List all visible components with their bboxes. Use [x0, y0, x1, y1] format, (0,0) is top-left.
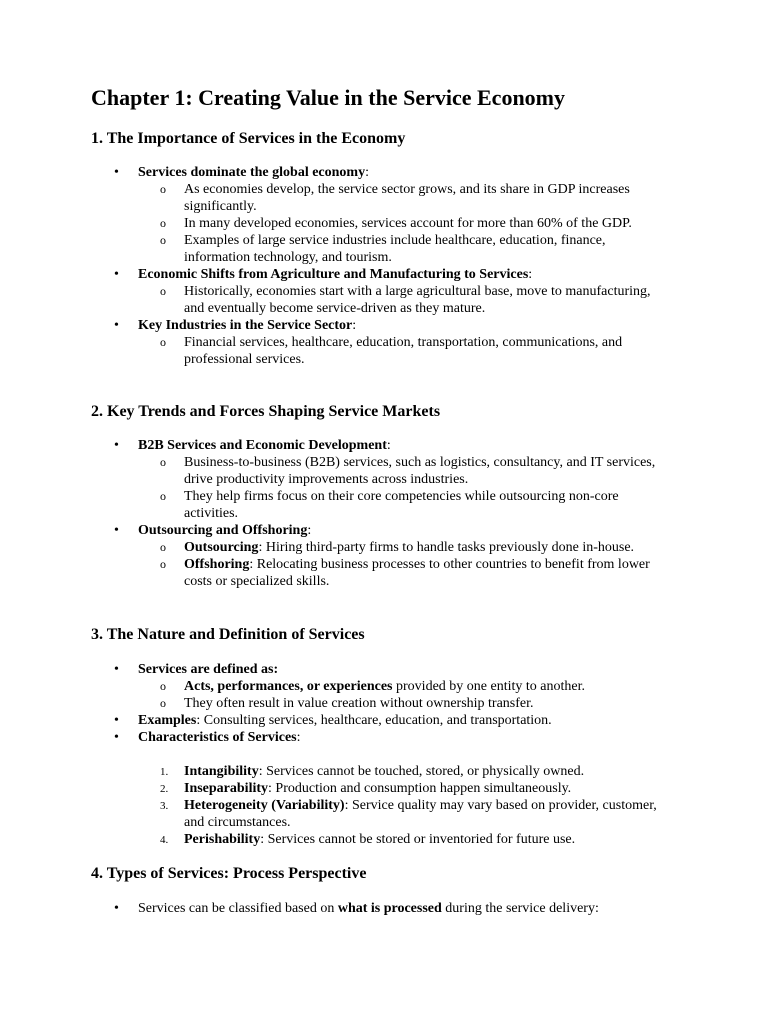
bullet-icon: •: [114, 662, 119, 677]
list-item: [0, 729, 668, 746]
list-item: [0, 661, 668, 678]
sub-bullet-icon: o: [160, 455, 166, 469]
numbered-text: : Service quality may vary based on provider, customer, and circumstances.: [184, 798, 657, 830]
sub-item-text: They often result in value creation without ownership transfer.: [184, 696, 534, 711]
bullet-icon: •: [114, 901, 119, 916]
sub-item-text: They help firms focus on their core competencies while outsourcing non-core activities.: [184, 489, 619, 521]
sub-item-text: : Relocating business processes to other countries to benefit from lower costs or specialized skills.: [184, 557, 650, 589]
sub-item-text: : Hiring third-party firms to handle tasks previously done in-house.: [258, 540, 635, 555]
sub-list-item: [0, 283, 674, 317]
item-label: B2B Services and Economic Development: [138, 438, 387, 453]
section-heading-4: 4. Types of Services: Process Perspective: [91, 865, 367, 882]
sub-list-item: [0, 454, 674, 488]
bullet-icon: •: [114, 713, 119, 728]
item-text: :: [352, 318, 357, 333]
numbered-text: : Services cannot be touched, stored, or physically owned.: [258, 764, 585, 779]
sub-bullet-icon: o: [160, 216, 166, 230]
sub-item-text: Historically, economies start with a large agricultural base, move to manufacturing, and eventually become service-driven as they mature.: [184, 284, 651, 316]
item-label: Key Industries in the Service Sector: [138, 318, 353, 333]
item-number: 2.: [160, 783, 169, 795]
bullet-icon: •: [114, 318, 119, 333]
sub-bullet-icon: o: [160, 233, 166, 247]
sub-bullet-icon: o: [160, 335, 166, 349]
sub-list-item: [0, 232, 674, 266]
sub-bullet-icon: o: [160, 540, 166, 554]
sub-list-item: [0, 556, 674, 590]
bullet-icon: •: [114, 267, 119, 282]
item-text: :: [307, 523, 312, 538]
numbered-item: [0, 831, 664, 848]
numbered-item: [0, 763, 664, 780]
sub-list-item: [0, 334, 674, 368]
numbered-term: Heterogeneity (Variability): [184, 798, 345, 813]
sub-list-item: [0, 695, 674, 712]
item-label: Examples: [138, 713, 197, 728]
item-text: during the service delivery:: [441, 901, 599, 916]
numbered-term: Perishability: [184, 832, 261, 847]
item-text: :: [386, 438, 391, 453]
item-text-pre: Services can be classified based on: [138, 901, 338, 916]
sub-item-term: Acts, performances, or experiences: [184, 679, 393, 694]
sub-list-item: [0, 181, 674, 215]
list-item: [0, 317, 668, 334]
item-text: :: [528, 267, 533, 282]
item-text: :: [365, 165, 369, 180]
section-1-list: [0, 164, 768, 368]
item-label: Outsourcing and Offshoring: [138, 523, 308, 538]
section-heading-1: 1. The Importance of Services in the Economy: [91, 130, 406, 147]
sub-item-text: As economies develop, the service sector grows, and its share in GDP increases significantly.: [184, 182, 630, 214]
item-label: Economic Shifts from Agriculture and Manufacturing to Services: [138, 267, 529, 282]
section-3-list: [0, 661, 768, 848]
item-number: 1.: [160, 766, 169, 778]
sub-list-item: [0, 678, 674, 695]
numbered-term: Intangibility: [184, 764, 259, 779]
sub-bullet-icon: o: [160, 557, 166, 571]
list-item: [0, 900, 668, 917]
spacer: [0, 746, 768, 763]
numbered-term: Inseparability: [184, 781, 269, 796]
bullet-icon: •: [114, 730, 119, 745]
sub-bullet-icon: o: [160, 489, 166, 503]
sub-list-item: [0, 488, 674, 522]
item-label: what is processed: [337, 901, 442, 916]
bullet-icon: •: [114, 438, 119, 453]
sub-item-text: In many developed economies, services account for more than 60% of the GDP.: [184, 216, 632, 231]
bullet-icon: •: [114, 165, 119, 180]
list-item: [0, 712, 668, 729]
sub-list-item: [0, 215, 674, 232]
section-4-list: [0, 900, 768, 917]
list-item: [0, 164, 668, 181]
numbered-text: : Production and consumption happen simultaneously.: [268, 781, 572, 796]
numbered-item: [0, 780, 664, 797]
item-text: : Consulting services, healthcare, education, and transportation.: [196, 713, 552, 728]
sub-item-term: Offshoring: [184, 557, 250, 572]
list-item: [0, 437, 668, 454]
section-heading-3: 3. The Nature and Definition of Services: [91, 626, 365, 643]
sub-item-text: Business-to-business (B2B) services, such as logistics, consultancy, and IT services, drive productivity improvements across industries.: [184, 455, 656, 487]
list-item: [0, 266, 668, 283]
section-2-list: [0, 437, 768, 590]
numbered-text: : Services cannot be stored or inventoried for future use.: [260, 832, 576, 847]
sub-item-text: Examples of large service industries include healthcare, education, finance, information technology, and tourism.: [184, 233, 606, 265]
item-label: Services are defined as:: [138, 662, 279, 677]
sub-bullet-icon: o: [160, 679, 166, 693]
sub-list-item: [0, 539, 674, 556]
list-item: [0, 522, 668, 539]
item-label: Characteristics of Services: [138, 730, 297, 745]
item-label: Services dominate the global economy: [138, 165, 366, 180]
chapter-title: Chapter 1: Creating Value in the Service Economy: [91, 85, 565, 110]
sub-bullet-icon: o: [160, 284, 166, 298]
section-heading-2: 2. Key Trends and Forces Shaping Service Markets: [91, 403, 441, 420]
item-number: 3.: [160, 800, 169, 812]
sub-bullet-icon: o: [160, 696, 166, 710]
sub-bullet-icon: o: [160, 182, 166, 196]
item-number: 4.: [160, 834, 169, 846]
numbered-item: [0, 797, 664, 831]
sub-item-term: Outsourcing: [184, 540, 259, 555]
sub-item-text: provided by one entity to another.: [392, 679, 585, 694]
item-text: :: [296, 730, 301, 745]
sub-item-text: Financial services, healthcare, education, transportation, communications, and professional services.: [184, 335, 623, 367]
bullet-icon: •: [114, 523, 119, 538]
